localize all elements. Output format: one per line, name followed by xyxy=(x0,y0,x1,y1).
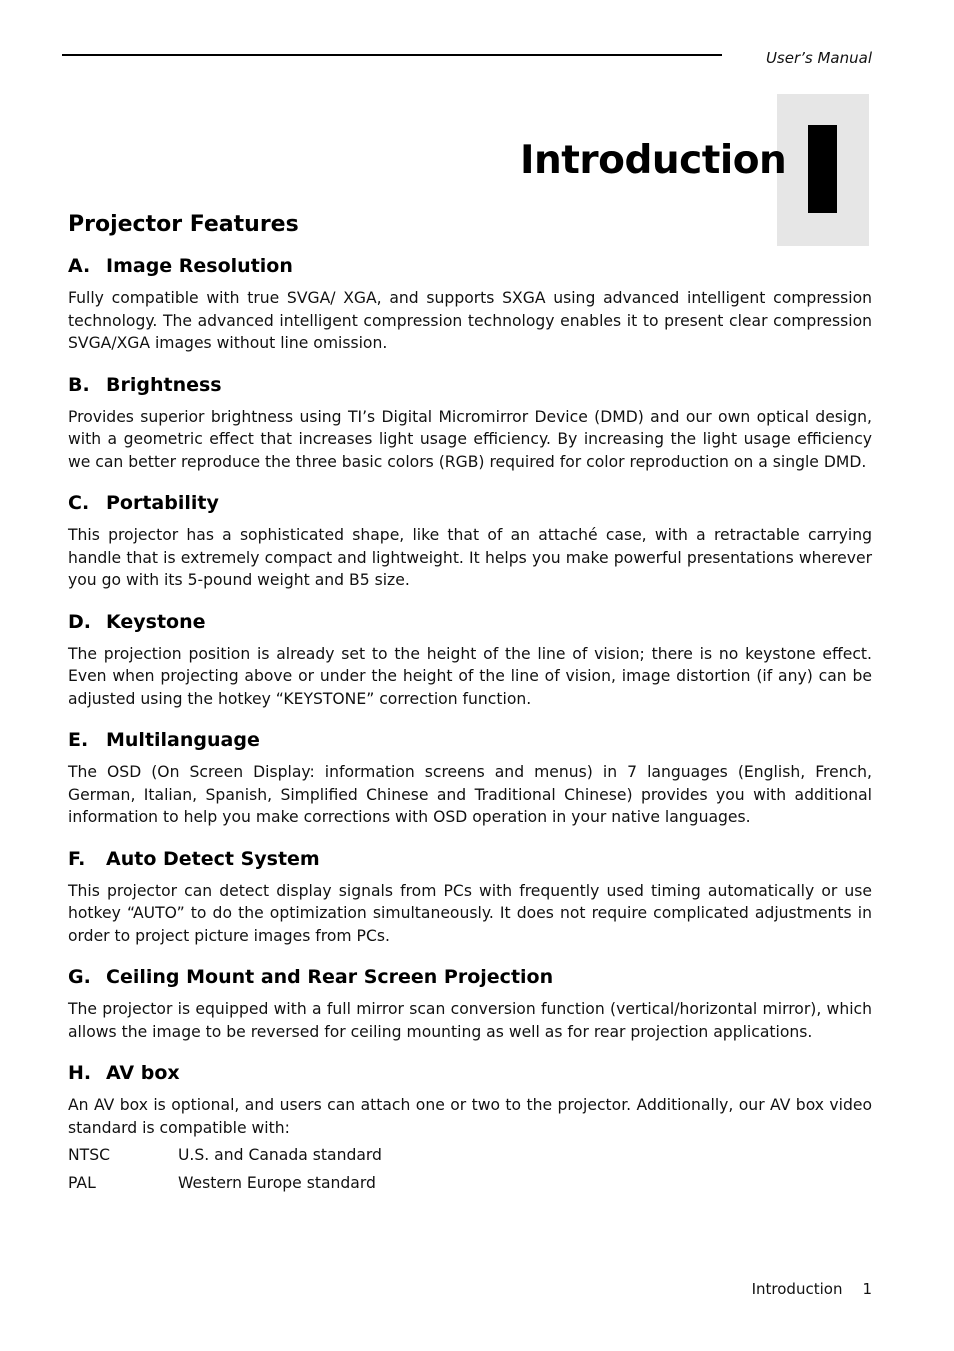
feature-heading xyxy=(68,492,872,514)
page-number: 1 xyxy=(862,1280,872,1298)
standard-code: PAL xyxy=(68,1173,96,1192)
feature-body: Provides superior brightness using TI’s Digital Micromirror Device (DMD) and our own optical design, with a geometric effect that increases light usage efficiency. By increasing the light usage efficiency we can better reproduce the three basic colors (RGB) required for color reproduction on a single DMD. xyxy=(68,407,872,471)
feature-item xyxy=(68,848,872,948)
feature-item xyxy=(68,1062,872,1139)
feature-letter: D. xyxy=(68,610,91,633)
feature-body: The OSD (On Screen Display: information screens and menus) in 7 languages (English, French, German, Italian, Spanish, Simplified Chinese and Traditional Chinese) provides you with additional information to help you make corrections with OSD operation in your native languages. xyxy=(68,763,872,826)
chapter-title: Introduction xyxy=(520,138,787,183)
feature-list xyxy=(68,255,872,1139)
feature-letter: H. xyxy=(68,1062,92,1084)
footer-section: Introduction xyxy=(751,1280,843,1298)
header-rule xyxy=(62,54,722,56)
feature-item xyxy=(68,611,872,711)
feature-body: This projector can detect display signals from PCs with frequently used timing automatically or use hotkey “AUTO” to do the optimization simultaneously. It does not require complicated adjustments in order to project picture images from PCs. xyxy=(68,881,872,945)
feature-letter: B. xyxy=(68,373,90,396)
feature-item xyxy=(68,966,872,1043)
feature-body: The projector is equipped with a full mirror scan conversion function (vertical/horizontal mirror), which allows the image to be reversed for ceiling mounting as well as for rear projection applications. xyxy=(68,1000,872,1041)
feature-heading xyxy=(68,374,872,396)
feature-title: Multilanguage xyxy=(106,729,260,751)
page-footer xyxy=(752,1280,872,1298)
feature-item xyxy=(68,729,872,829)
feature-heading xyxy=(68,966,872,988)
feature-body: The projection position is already set to the height of the line of vision; there is no keystone effect. Even when projecting above or under the height of the line of vision, image distortion (if any) can be adjusted using the hotkey “KEYSTONE” correction function. xyxy=(68,644,872,708)
feature-heading xyxy=(68,255,872,277)
standard-row xyxy=(68,1169,872,1197)
feature-title: Image Resolution xyxy=(106,255,293,277)
feature-letter: A. xyxy=(68,255,91,277)
standard-row xyxy=(68,1141,872,1169)
standard-description: U.S. and Canada standard xyxy=(178,1145,382,1164)
feature-letter: E. xyxy=(68,729,89,751)
feature-heading xyxy=(68,729,872,751)
feature-body: An AV box is optional, and users can attach one or two to the projector. Additionally, our AV box video standard is compatible with: xyxy=(68,1096,872,1137)
video-standards-table xyxy=(68,1141,872,1197)
main-content xyxy=(68,212,872,1197)
feature-body: This projector has a sophisticated shape, like that of an attaché case, with a retractable carrying handle that is extremely compact and lightweight. It helps you make powerful presentations wherever you go with its 5-pound weight and B5 size. xyxy=(68,526,872,589)
feature-item xyxy=(68,255,872,355)
feature-title: Brightness xyxy=(106,373,222,396)
chapter-number-mark xyxy=(808,125,837,213)
feature-heading xyxy=(68,848,872,870)
running-header: User’s Manual xyxy=(765,49,872,67)
feature-letter: C. xyxy=(68,492,90,514)
feature-title: Keystone xyxy=(106,610,206,633)
feature-title: Portability xyxy=(106,492,219,514)
feature-item xyxy=(68,492,872,592)
feature-letter: G. xyxy=(68,966,91,988)
feature-item xyxy=(68,374,872,474)
feature-title: Auto Detect System xyxy=(106,847,320,870)
feature-title: Ceiling Mount and Rear Screen Projection xyxy=(106,966,554,988)
standard-code: NTSC xyxy=(68,1145,110,1164)
feature-title: AV box xyxy=(106,1062,180,1084)
section-title: Projector Features xyxy=(68,212,299,237)
feature-heading xyxy=(68,1062,872,1084)
standard-description: Western Europe standard xyxy=(178,1173,376,1192)
feature-letter: F. xyxy=(68,847,86,870)
feature-body: Fully compatible with true SVGA/ XGA, and supports SXGA using advanced intelligent compression technology. The advanced intelligent compression technology enables it to present clear compression SVGA/XGA images without line omission. xyxy=(68,289,872,352)
feature-heading xyxy=(68,611,872,633)
